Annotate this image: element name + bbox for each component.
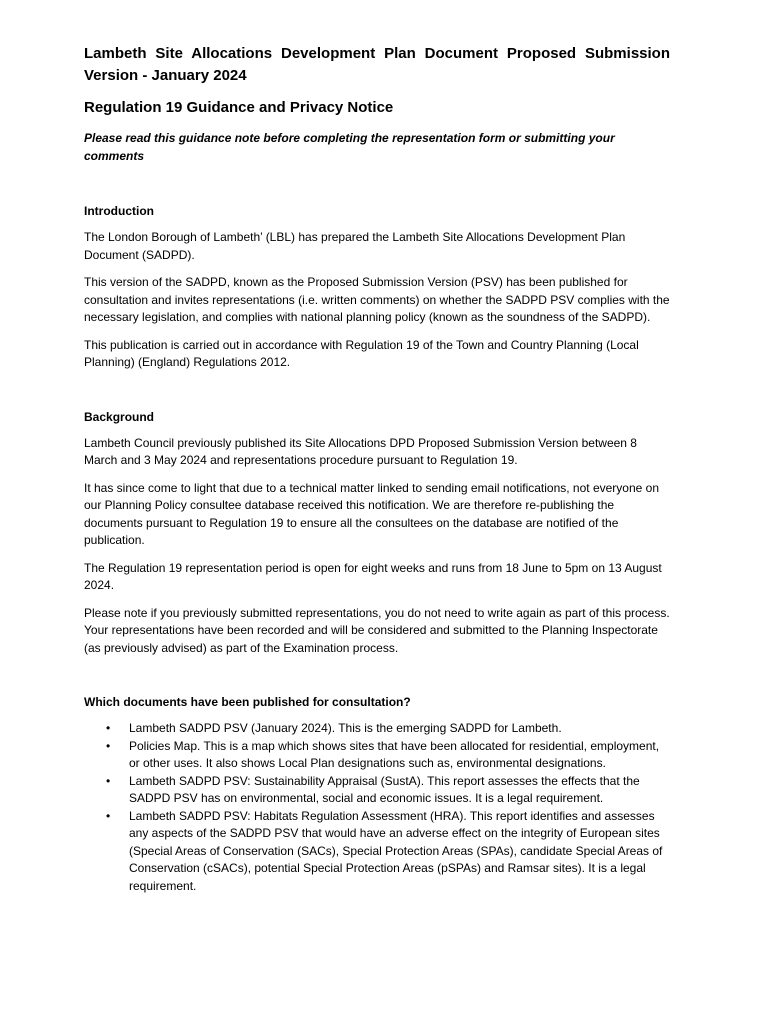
- list-item: [84, 773, 670, 808]
- document-subtitle: Regulation 19 Guidance and Privacy Notice: [84, 99, 394, 116]
- paragraph: It has since come to light that due to a technical matter linked to sending email notifications, not everyone on our Planning Policy consultee database received this notification. We are therefore re-publishing the documents pursuant to Regulation 19 to ensure all the consultees on the database are notified of the publication.: [84, 480, 659, 547]
- guidance-note: Please read this guidance note before completing the representation form or submitting your comments: [84, 131, 615, 163]
- list-item: [84, 720, 670, 738]
- documents-section: [84, 693, 670, 895]
- section-heading-documents: Which documents have been published for consultation?: [84, 695, 411, 709]
- list-item-text: Lambeth SADPD PSV: Sustainability Appraisal (SustA). This report assesses the effects that the SADPD PSV has on environmental, social and economic issues. It is a legal requirement.: [129, 773, 640, 805]
- section-heading-introduction: Introduction: [84, 204, 154, 218]
- paragraph: This publication is carried out in accordance with Regulation 19 of the Town and Country Planning (Local Planning) (England) Regulations 2012.: [84, 337, 639, 369]
- paragraph: The Regulation 19 representation period is open for eight weeks and runs from 18 June to 5pm on 13 August 2024.: [84, 560, 662, 592]
- list-item: [84, 808, 670, 896]
- paragraph: Lambeth Council previously published its Site Allocations DPD Proposed Submission Version between 8 March and 3 May 2024 and representations procedure pursuant to Regulation 19.: [84, 435, 637, 467]
- bullet-icon: •: [106, 738, 111, 753]
- introduction-section: [84, 202, 670, 372]
- paragraph: The London Borough of Lambeth’ (LBL) has prepared the Lambeth Site Allocations Development Plan Document (SADPD).: [84, 230, 626, 262]
- paragraph: Please note if you previously submitted representations, you do not need to write again as part of this process. Your representations have been recorded and will be considered and submitted to the Planning Inspectorate (as previously advised) as part of the Examination process.: [84, 605, 670, 655]
- bullet-icon: •: [106, 773, 111, 788]
- bullet-icon: •: [106, 721, 111, 735]
- list-item-text: Lambeth SADPD PSV: Habitats Regulation Assessment (HRA). This report identifies and assesses any aspects of the SADPD PSV that would have an adverse effect on the integrity of European sites (Special Areas of Conservation (SACs), Special Protection Areas (SPAs), candidate Special Areas of Conservation (cSACs), potential Special Protection Areas (pSPAs) and Ramsar sites). It is a legal requirement.: [129, 808, 663, 893]
- background-section: [84, 408, 670, 658]
- documents-list: [84, 720, 670, 895]
- list-item: [84, 738, 670, 773]
- list-item-text: Lambeth SADPD PSV (January 2024). This is the emerging SADPD for Lambeth.: [129, 721, 562, 735]
- bullet-icon: •: [106, 808, 111, 823]
- document-title: Lambeth Site Allocations Development Plan Document Proposed Submission Version - January 2024: [84, 45, 670, 84]
- list-item-text: Policies Map. This is a map which shows sites that have been allocated for residential, employment, or other uses. It also shows Local Plan designations such as, environmental designations.: [129, 738, 660, 770]
- section-heading-background: Background: [84, 409, 155, 424]
- paragraph: This version of the SADPD, known as the Proposed Submission Version (PSV) has been published for consultation and invites representations (i.e. written comments) on whether the SADPD PSV complies with the necessary legislation, and complies with national planning policy (known as the soundness of the SADPD).: [84, 275, 670, 324]
